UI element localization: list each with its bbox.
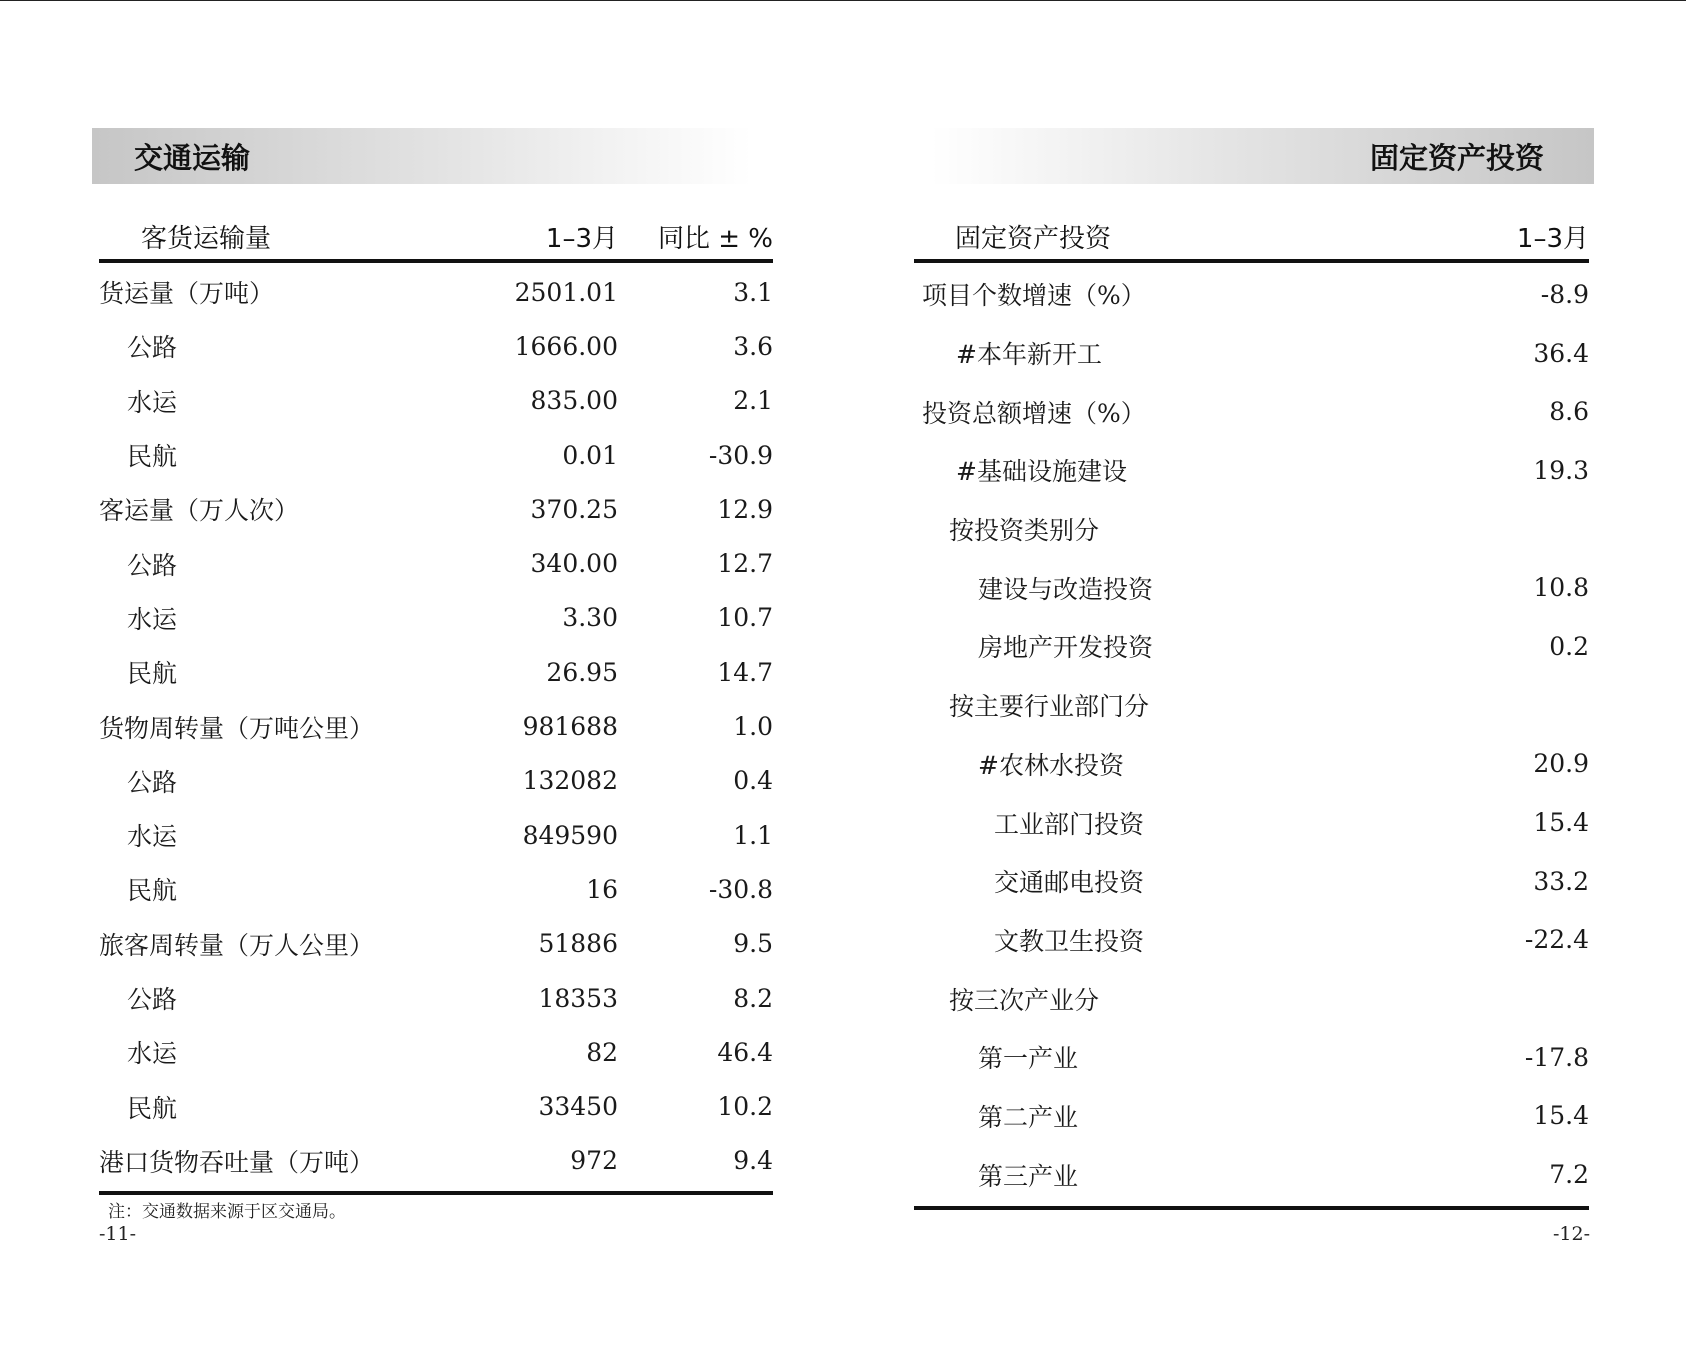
row-value: 15.4 [1533,1101,1589,1131]
row-label: 港口货物吞吐量（万吨） [99,1147,375,1177]
header-label: 客货运输量 [141,224,272,254]
row-label: 文教卫生投资 [994,926,1145,956]
table-row [99,1025,773,1079]
row-label: 公路 [127,985,178,1014]
section-banner-investment: 固定资产投资 [931,128,1594,184]
row-value: 20.9 [1533,749,1589,779]
table-header [914,214,1589,263]
row-label: 民航 [127,442,178,472]
row-value: 36.4 [1533,338,1589,368]
row-label: 水运 [127,822,178,852]
row-label: 水运 [127,604,178,634]
investment-table [914,214,1589,1210]
row-yoy: 9.5 [733,929,773,959]
row-value: 51886 [538,929,618,959]
row-value: 7.2 [1549,1160,1589,1190]
row-value: 33450 [538,1092,618,1122]
row-value: 8.6 [1549,397,1589,427]
row-label: 工业部门投资 [994,809,1145,839]
row-label: 项目个数增速（%） [922,281,1146,311]
section-banner-transport: 交通运输 [92,128,752,184]
row-value: 132082 [522,766,618,796]
row-value: 370.25 [530,494,618,524]
row-label: 第二产业 [978,1102,1079,1132]
row-label: 建设与改造投资 [978,574,1154,604]
table-row [99,536,773,590]
row-label: 第三产业 [978,1161,1079,1191]
row-yoy: 0.4 [733,766,773,796]
table-row [914,558,1589,617]
row-label: 公路 [127,333,178,363]
row-value: -22.4 [1524,925,1589,955]
row-label: 房地产开发投资 [978,633,1154,663]
header-yoy: 同比 ± % [657,224,773,254]
table-row [914,324,1589,383]
table-row [99,319,773,373]
header-label: 固定资产投资 [955,224,1112,254]
row-yoy: 46.4 [717,1037,773,1067]
table-row [914,735,1589,794]
row-value: 0.01 [562,440,618,470]
table-row [914,911,1589,970]
row-yoy: 9.4 [733,1146,773,1176]
table-row [914,1145,1589,1204]
row-value: 16 [586,874,618,904]
transport-table [99,214,773,1195]
table-row [99,917,773,971]
row-label: 第一产业 [978,1044,1079,1074]
row-label: 按投资类别分 [949,516,1100,546]
page-left [0,1,843,1354]
row-label: 投资总额增速（%） [922,398,1146,428]
row-label: 按三次产业分 [949,985,1100,1015]
row-value: 82 [586,1037,618,1067]
table-row [914,500,1589,559]
table-row [914,793,1589,852]
row-label: #本年新开工 [956,340,1102,370]
table-row [914,852,1589,911]
row-label: #农林水投资 [978,750,1124,780]
row-value: 849590 [522,820,618,850]
table-row [99,265,773,319]
row-label: 民航 [127,1093,178,1123]
row-label: 公路 [127,767,178,797]
row-value: 1666.00 [514,331,618,361]
row-label: 交通邮电投资 [994,868,1145,898]
table-row [99,1134,773,1188]
table-row [99,428,773,482]
row-yoy: 1.0 [733,712,773,742]
row-yoy: 12.9 [717,494,773,524]
row-label: 客运量（万人次） [99,496,300,526]
table-row [914,441,1589,500]
table-row [99,374,773,428]
table-row [99,1079,773,1133]
row-value: 26.95 [546,657,618,687]
row-value: 18353 [538,983,618,1013]
row-value: 972 [570,1146,618,1176]
row-yoy: 3.1 [733,277,773,307]
source-note: 注：交通数据来源于区交通局。 [108,1202,346,1222]
row-value: 10.8 [1533,573,1589,603]
table-header [99,214,773,263]
row-yoy: 12.7 [717,549,773,579]
row-value: 340.00 [530,549,618,579]
page-right [843,1,1686,1354]
table-row [99,482,773,536]
header-period: 1–3月 [545,224,618,254]
table-row [99,591,773,645]
row-yoy: -30.8 [708,874,773,904]
table-row [914,617,1589,676]
header-period: 1–3月 [1516,224,1589,254]
row-yoy: 8.2 [733,983,773,1013]
row-value: 19.3 [1533,455,1589,485]
row-label: 公路 [127,550,178,580]
row-label: 按主要行业部门分 [949,692,1150,722]
row-label: 货物周转量（万吨公里） [99,713,375,743]
row-yoy: 2.1 [733,386,773,416]
row-value: -17.8 [1524,1042,1589,1072]
row-value: 0.2 [1549,631,1589,661]
row-value: 15.4 [1533,808,1589,838]
table-row [99,971,773,1025]
row-yoy: 3.6 [733,331,773,361]
table-row [914,1028,1589,1087]
row-value: 981688 [522,712,618,742]
row-yoy: 10.7 [717,603,773,633]
row-value: 2501.01 [514,277,618,307]
row-yoy: 1.1 [733,820,773,850]
row-label: 货运量（万吨） [99,279,275,309]
row-value: 835.00 [530,386,618,416]
table-row [914,265,1589,324]
table-row [99,808,773,862]
row-value: 33.2 [1533,866,1589,896]
table-row [914,676,1589,735]
row-yoy: 10.2 [717,1092,773,1122]
row-label: 水运 [127,1039,178,1069]
page-number: -12- [1552,1223,1590,1245]
table-row [914,969,1589,1028]
table-row [99,645,773,699]
table-body [914,263,1589,1210]
row-yoy: 14.7 [717,657,773,687]
table-row [99,862,773,916]
row-label: 民航 [127,659,178,689]
table-row [99,754,773,808]
row-label: 旅客周转量（万人公里） [99,930,375,960]
row-value: -8.9 [1540,279,1589,309]
row-yoy: -30.9 [708,440,773,470]
page-number: -11- [99,1223,137,1245]
table-row [914,382,1589,441]
table-row [914,1087,1589,1146]
table-row [99,699,773,753]
row-label: 民航 [127,876,178,906]
row-value: 3.30 [562,603,618,633]
table-body [99,263,773,1195]
row-label: 水运 [127,387,178,417]
row-label: #基础设施建设 [956,457,1127,487]
